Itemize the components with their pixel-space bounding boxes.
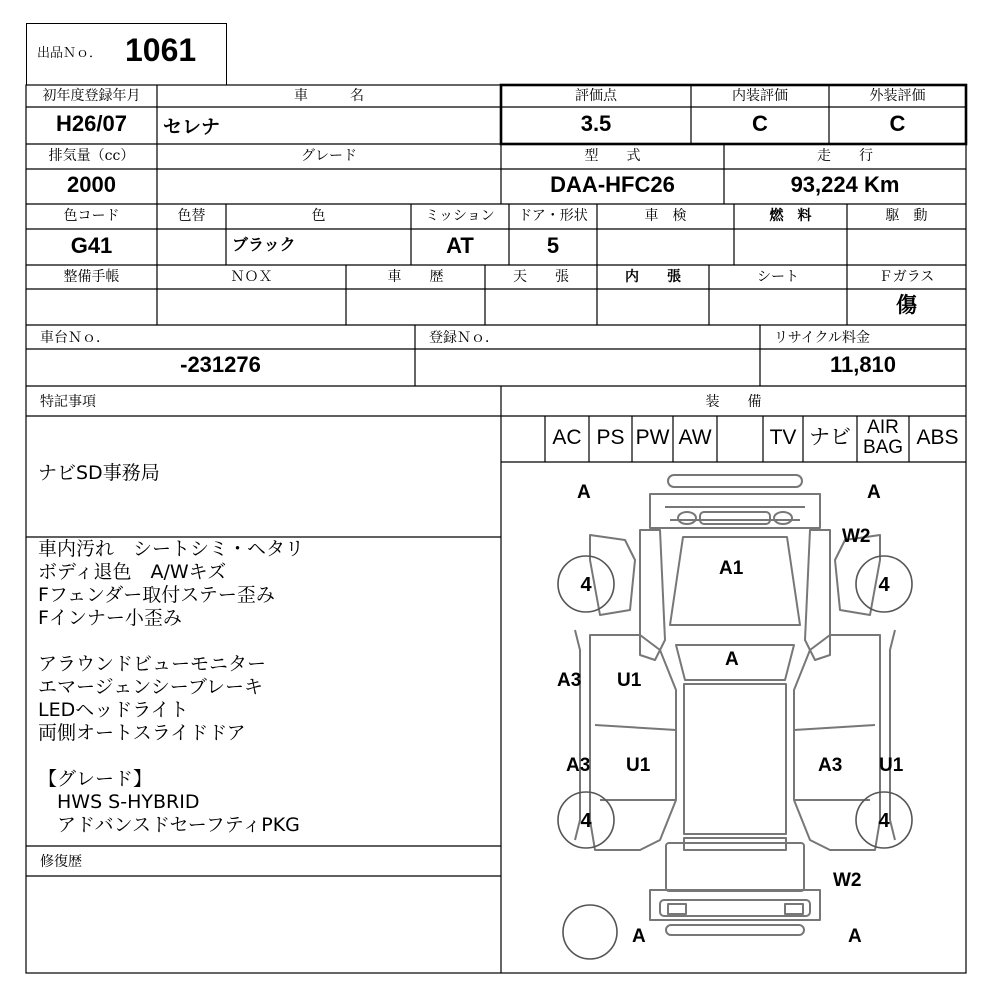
drive-label: 駆 動 — [885, 208, 928, 224]
spare-tire-circle — [563, 905, 617, 959]
equipment-ac: AC — [552, 426, 582, 449]
interior-label: 内装評価 — [732, 88, 788, 104]
inspection-label: 車 検 — [644, 208, 687, 224]
mark-left-front-door-a: A3 — [557, 670, 582, 691]
equipment-navi: ナビ — [809, 426, 851, 449]
tire-front-right: 4 — [878, 574, 890, 596]
mileage-label: 走 行 — [817, 148, 873, 164]
mission-label: ミッション — [425, 208, 495, 224]
remarks-line: LEDヘッドライト — [38, 699, 189, 721]
chassis-value: -231276 — [180, 352, 261, 377]
score-value: 3.5 — [580, 111, 612, 136]
color-change-label: 色替 — [177, 208, 206, 224]
color-value: ブラック — [232, 237, 296, 254]
tire-rear-right: 4 — [878, 810, 890, 832]
car-damage-diagram — [501, 462, 966, 973]
color-label: 色 — [311, 208, 326, 224]
tire-rear-left: 4 — [580, 810, 592, 832]
mark-rear-right-corner: A — [848, 926, 862, 947]
equipment-aw: AW — [678, 426, 712, 449]
equipment-blank-1 — [501, 416, 545, 462]
equipment-airbag: AIR BAG — [862, 417, 904, 458]
mark-front-right-corner: A — [867, 482, 881, 503]
mission-value: AT — [446, 233, 474, 258]
history-label: 車 歴 — [387, 269, 444, 285]
mark-windshield: W2 — [842, 526, 871, 547]
interior-trim-label: 内 張 — [625, 269, 681, 285]
exterior-value: C — [889, 111, 906, 136]
hood-shape — [670, 537, 800, 625]
remarks-line: 両側オートスライドドア — [38, 722, 246, 744]
remarks-label: 特記事項 — [40, 394, 96, 410]
mark-roof: A — [725, 649, 739, 670]
remarks-upper-line: ナビSD事務局 — [38, 462, 160, 484]
mark-left-rear-door-b: U1 — [626, 755, 651, 776]
remarks-upper — [38, 462, 498, 485]
recycle-label: リサイクル料金 — [774, 330, 871, 346]
remarks-line: エマージェンシーブレーキ — [38, 676, 264, 698]
mark-left-rear-door-a: A3 — [566, 755, 591, 776]
color-code-value: G41 — [70, 233, 113, 258]
score-label: 評価点 — [575, 88, 617, 104]
fuel-label: 燃 料 — [769, 208, 812, 224]
car-name-label: 車 名 — [294, 88, 364, 104]
roof-shape — [684, 684, 786, 834]
grade-label: グレード — [301, 148, 357, 164]
roof-label: 天 張 — [513, 269, 569, 285]
mileage-value: 93,224 Km — [790, 172, 900, 197]
model-label: 型 式 — [584, 148, 641, 164]
remarks-line: アドバンスドセーフティPKG — [38, 814, 300, 836]
remarks-line: 車内汚れ シートシミ・ヘタリ — [38, 538, 305, 560]
fglass-value: 傷 — [896, 293, 917, 317]
nox-label: ＮＯＸ — [230, 269, 273, 285]
chassis-label: 車台Ｎｏ． — [40, 330, 110, 346]
recycle-value: 11,810 — [829, 352, 897, 377]
first-reg-label: 初年度登録年月 — [42, 88, 141, 104]
fglass-label: Ｆガラス — [878, 269, 935, 285]
remarks-lower — [38, 538, 498, 837]
remarks-line: Fインナー小歪み — [38, 607, 182, 629]
maintenance-label: 整備手帳 — [63, 269, 120, 285]
exterior-label: 外装評価 — [869, 88, 926, 104]
mark-rear-left-corner: A — [632, 926, 646, 947]
car-name-value: セレナ — [163, 116, 221, 138]
remarks-line: ボディ退色 A/Wキズ — [38, 561, 227, 583]
mark-hood: A1 — [719, 558, 744, 579]
equipment-label: 装 備 — [705, 394, 762, 410]
first-reg-value: H26/07 — [56, 111, 127, 136]
equipment-pw: PW — [635, 426, 670, 449]
front-bumper-shape — [668, 475, 802, 487]
door-label: ドア・形状 — [518, 208, 588, 224]
displacement-value: 2000 — [67, 172, 116, 197]
door-value: 5 — [546, 233, 560, 258]
interior-value: C — [752, 111, 768, 136]
left-side-body-shape — [590, 635, 676, 850]
reg-no-label: 登録Ｎｏ． — [429, 330, 499, 346]
right-side-body-shape — [794, 635, 880, 850]
displacement-label: 排気量（cc） — [48, 148, 135, 164]
remarks-line: アラウンドビューモニター — [38, 653, 267, 675]
lot-label: 出品Ｎｏ． — [37, 46, 103, 61]
equipment-ps: PS — [596, 426, 625, 449]
equipment-abs: ABS — [916, 426, 959, 449]
remarks-line — [38, 630, 498, 653]
repair-label: 修復歴 — [40, 854, 82, 870]
mark-front-left-corner: A — [577, 482, 591, 503]
remarks-line: HWS S-HYBRID — [38, 791, 200, 813]
equipment-blank-2 — [717, 416, 763, 462]
equipment-tv: TV — [769, 426, 797, 449]
mark-rear-window: W2 — [833, 870, 862, 891]
model-value: DAA-HFC26 — [550, 172, 675, 197]
tire-front-left: 4 — [580, 574, 592, 596]
mark-left-front-door-b: U1 — [617, 670, 642, 691]
color-code-label: 色コード — [63, 208, 120, 224]
lot-number: 1061 — [125, 32, 197, 68]
mark-right-rear-door-b: U1 — [879, 755, 904, 776]
mark-right-rear-door-a: A3 — [818, 755, 843, 776]
seat-label: シート — [757, 269, 799, 285]
remarks-line — [38, 745, 498, 768]
remarks-line: 【グレード】 — [38, 768, 153, 790]
remarks-line: Fフェンダー取付ステー歪み — [38, 584, 275, 606]
